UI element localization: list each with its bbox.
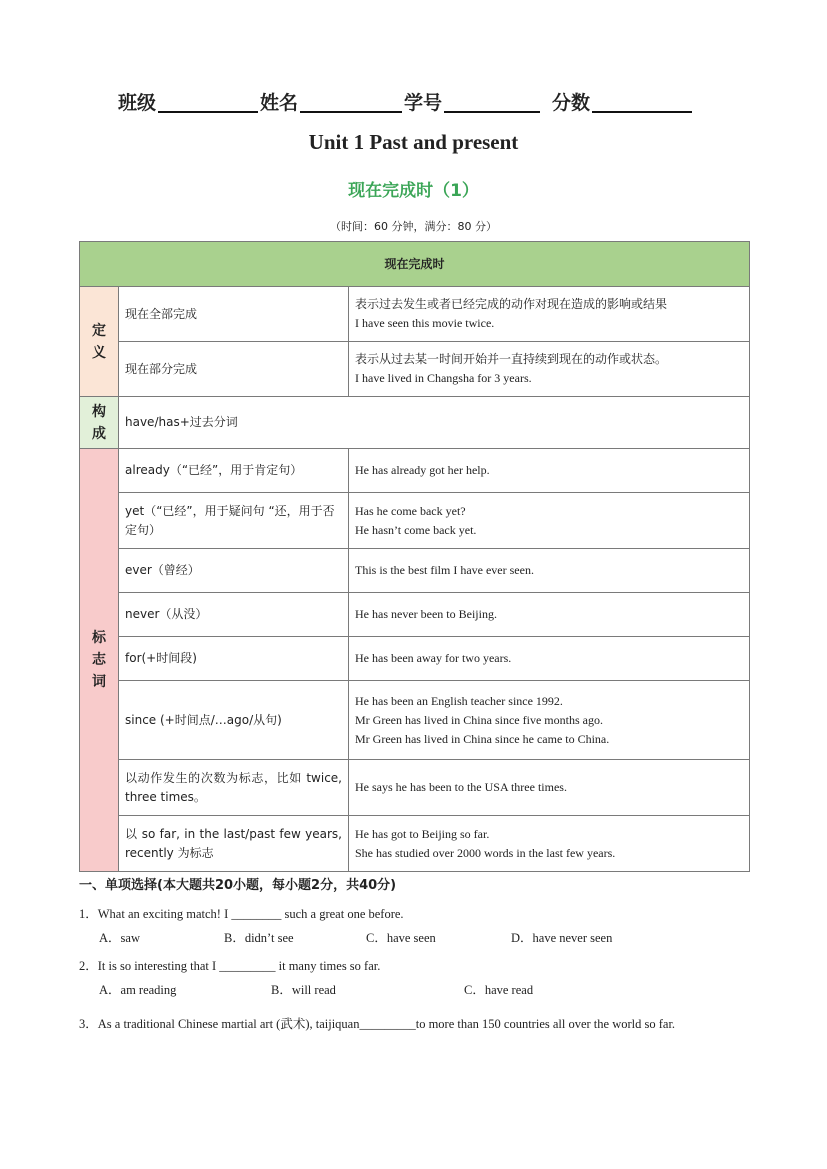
question-2: 2．It is so interesting that I _________ it many times so far. (79, 959, 381, 973)
definition-example: I have lived in Changsha for 3 years. (355, 371, 532, 385)
option-a[interactable]: A．am reading (99, 983, 177, 997)
definition-example: I have seen this movie twice. (355, 316, 495, 330)
questions-section (79, 874, 749, 1040)
page-title: Unit 1 Past and present (308, 130, 519, 154)
definition-term: 现在全部完成 (119, 287, 349, 342)
definition-term: 现在部分完成 (119, 342, 349, 397)
question-1: 1．What an exciting match! I ________ such a great one before. (79, 907, 404, 921)
score-blank[interactable] (592, 91, 692, 113)
marker-example (349, 816, 750, 872)
question-1-options (79, 924, 749, 950)
name-blank[interactable] (300, 91, 402, 113)
class-blank[interactable] (158, 91, 258, 113)
structure-label: 构 成 (80, 397, 119, 449)
definition-desc: 表示过去发生或者已经完成的动作对现在造成的影响或结果 (355, 297, 668, 311)
definition-label: 定 义 (80, 287, 119, 397)
marker-word: since (+时间点/…ago/从句) (119, 681, 349, 760)
option-d[interactable]: D．have never seen (511, 931, 613, 945)
section-title: 一、单项选择(本大题共20小题，每小题2分，共40分) (79, 878, 397, 893)
markers-label: 标 志 词 (80, 449, 119, 872)
name-label: 姓名 (260, 92, 299, 114)
marker-example: He has been away for two years. (349, 637, 750, 681)
id-label: 学号 (404, 92, 443, 114)
marker-example: This is the best film I have ever seen. (349, 549, 750, 593)
option-b[interactable]: B．will read (271, 983, 336, 997)
id-blank[interactable] (444, 91, 540, 113)
student-info-line (118, 88, 718, 115)
option-c[interactable]: C．have read (464, 983, 534, 997)
marker-example: He has already got her help. (349, 449, 750, 493)
marker-example (349, 681, 750, 760)
time-note: （时间：60 分钟，满分：80 分） (330, 220, 497, 233)
option-b[interactable]: B．didn’t see (224, 931, 294, 945)
grammar-table (79, 241, 750, 872)
marker-example-line: He hasn’t come back yet. (355, 522, 477, 537)
marker-word: already（“已经”，用于肯定句） (119, 449, 349, 493)
definition-cell (349, 287, 750, 342)
question-3: 3．As a traditional Chinese martial art (武术), taijiquan_________to more than 150 countries all over the world so far. (79, 1017, 676, 1031)
marker-word: 以 so far, in the last/past few years, recently 为标志 (119, 816, 349, 872)
definition-cell (349, 342, 750, 397)
marker-example-line: He has been an English teacher since 1992. (355, 693, 563, 708)
definition-desc: 表示从过去某一时间开始并一直持续到现在的动作或状态。 (355, 352, 668, 366)
marker-example-line: He has got to Beijing so far. (355, 826, 490, 841)
marker-example-line: Mr Green has lived in China since five months ago. (355, 712, 603, 727)
option-a[interactable]: A．saw (99, 931, 140, 945)
score-label: 分数 (552, 92, 591, 114)
marker-word: yet（“已经”，用于疑问句 “还，用于否定句） (119, 493, 349, 549)
marker-example-line: Mr Green has lived in China since he came to China. (355, 731, 610, 746)
marker-example-line: Has he come back yet? (355, 503, 466, 518)
class-label: 班级 (118, 92, 157, 114)
marker-word: for(+时间段) (119, 637, 349, 681)
question-2-options (79, 976, 749, 1002)
page-subtitle: 现在完成时（1） (348, 181, 479, 201)
structure-formula: have/has+过去分词 (119, 397, 750, 449)
marker-word: ever（曾经） (119, 549, 349, 593)
option-c[interactable]: C．have seen (366, 931, 436, 945)
marker-word: 以动作发生的次数为标志，比如 twice, three times。 (119, 760, 349, 816)
marker-example: He says he has been to the USA three times. (349, 760, 750, 816)
table-heading: 现在完成时 (80, 242, 750, 287)
marker-word: never（从没） (119, 593, 349, 637)
marker-example (349, 493, 750, 549)
marker-example: He has never been to Beijing. (349, 593, 750, 637)
marker-example-line: She has studied over 2000 words in the last few years. (355, 845, 616, 860)
